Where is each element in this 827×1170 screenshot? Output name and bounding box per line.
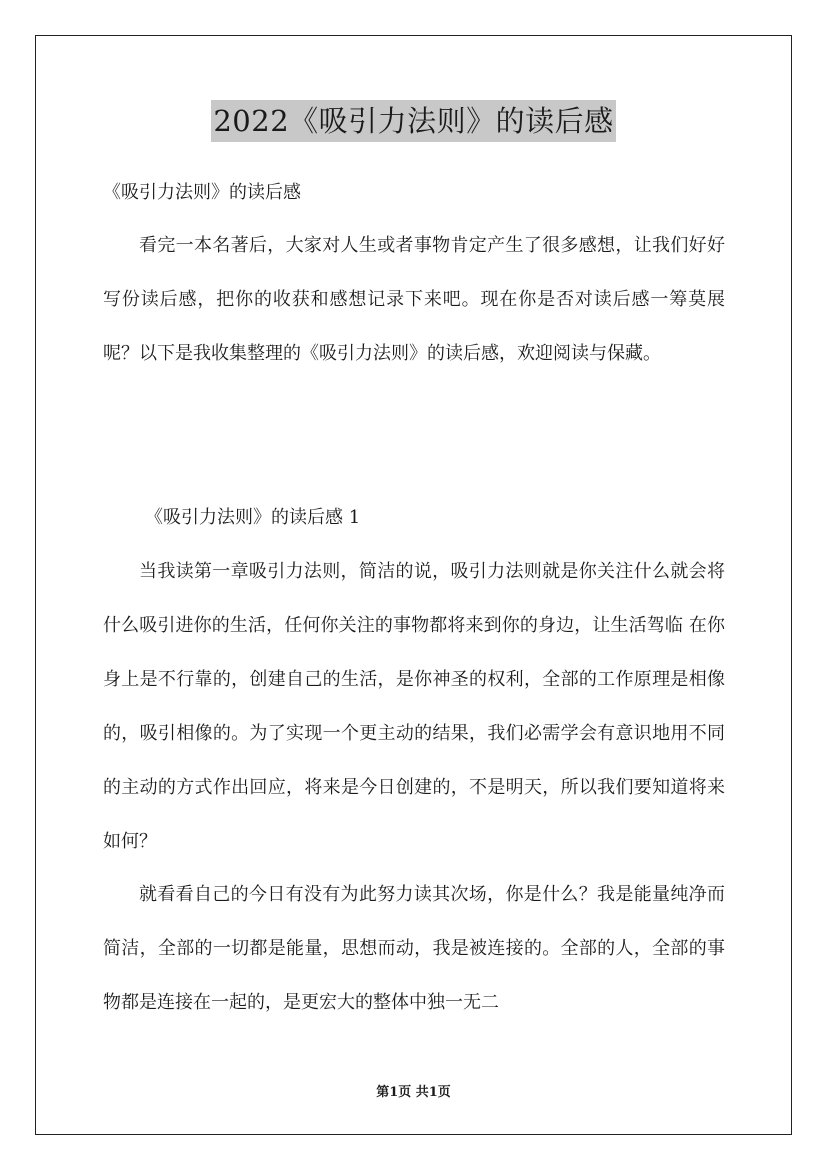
page-number-label: 第1页 共1页 xyxy=(376,1085,451,1100)
intro-paragraph: 看完一本名著后，大家对人生或者事物肯定产生了很多感想，让我们好好写份读后感，把你的收获和感想记录下来吧。现在你是否对读后感一筹莫展呢？以下是我收集整理的《吸引力法则》的读后感，欢迎阅读与保藏。 xyxy=(103,235,725,364)
section-heading: 《吸引力法则》的读后感 1 xyxy=(145,507,361,528)
page-footer xyxy=(0,1084,827,1102)
title-container xyxy=(0,100,827,142)
body-paragraph-2: 就看看自己的今日有没有为此努力读其次场，你是什么？我是能量纯净而简洁，全部的一切都是能量，思想而动，我是被连接的。全部的人，全部的事物都是连接在一起的，是更宏大的整体中独一无二 xyxy=(103,884,725,1013)
document-subtitle: 《吸引力法则》的读后感 xyxy=(103,182,301,203)
body-paragraph-1: 当我读第一章吸引力法则，简洁的说，吸引力法则就是你关注什么就会将什么吸引进你的生活，任何你关注的事物都将来到你的身边，让生活驾临 在你身上是不行靠的，创建自己的生活，是你神圣的权利，全部的工作原理是相像的，吸引相像的。为了实现一个更主动的结果，我们必需学会有意识地用不同的主动的方式作出回应，将来是今日创建的，不是明天，所以我们要知道将来如何？ xyxy=(103,561,725,852)
document-title: 2022《吸引力法则》的读后感 xyxy=(211,100,615,142)
